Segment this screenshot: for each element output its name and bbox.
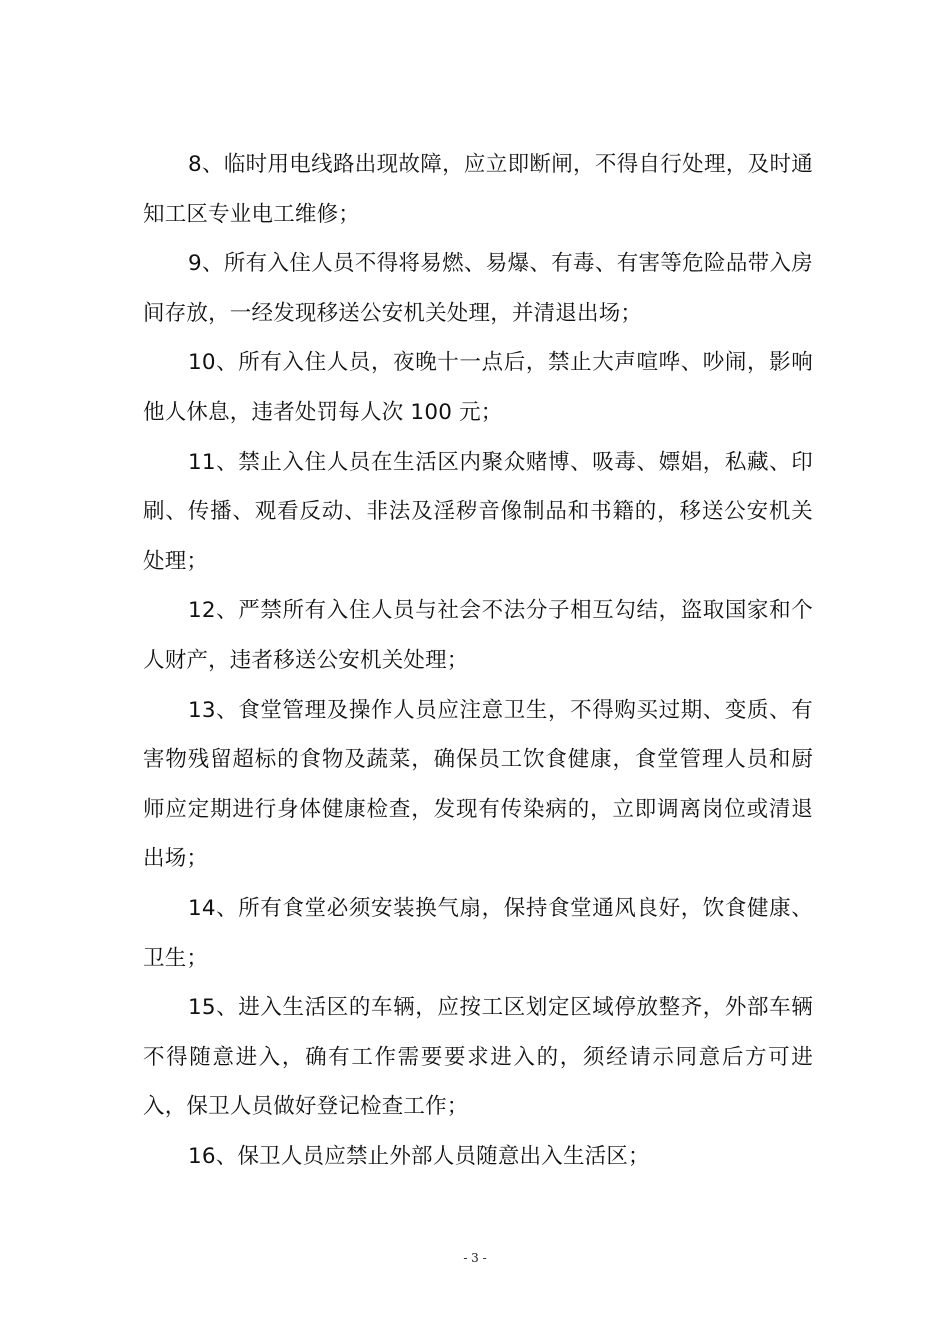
paragraph-item-14: 14、所有食堂必须安装换气扇，保持食堂通风良好，饮食健康、卫生； bbox=[143, 895, 813, 971]
paragraph-item-8: 8、临时用电线路出现故障，应立即断闸，不得自行处理，及时通知工区专业电工维修； bbox=[143, 152, 813, 227]
paragraph-item-10: 10、所有入住人员，夜晚十一点后，禁止大声喧哗、吵闹，影响他人休息，违者处罚每人次 100 元； bbox=[143, 350, 813, 425]
paragraph-item-11: 11、禁止入住人员在生活区内聚众赌博、吸毒、嫖娼，私藏、印刷、传播、观看反动、非法及淫秽音像制品和书籍的，移送公安机关处理； bbox=[143, 449, 813, 574]
document-body bbox=[143, 140, 813, 1181]
page-number: - 3 - bbox=[463, 1251, 487, 1265]
paragraph-item-13: 13、食堂管理及操作人员应注意卫生，不得购买过期、变质、有害物残留超标的食物及蔬菜，确保员工饮食健康，食堂管理人员和厨师应定期进行身体健康检查，发现有传染病的，立即调离岗位或清退出场； bbox=[143, 697, 813, 872]
paragraph-item-12: 12、严禁所有入住人员与社会不法分子相互勾结，盗取国家和个人财产，违者移送公安机关处理； bbox=[143, 598, 813, 673]
paragraph-item-9: 9、所有入住人员不得将易燃、易爆、有毒、有害等危险品带入房间存放，一经发现移送公安机关处理，并清退出场； bbox=[143, 251, 813, 326]
paragraph-item-16: 16、保卫人员应禁止外部人员随意出入生活区； bbox=[188, 1143, 650, 1169]
paragraph-item-15: 15、进入生活区的车辆，应按工区划定区域停放整齐，外部车辆不得随意进入，确有工作需要要求进入的，须经请示同意后方可进入，保卫人员做好登记检查工作； bbox=[143, 995, 813, 1120]
